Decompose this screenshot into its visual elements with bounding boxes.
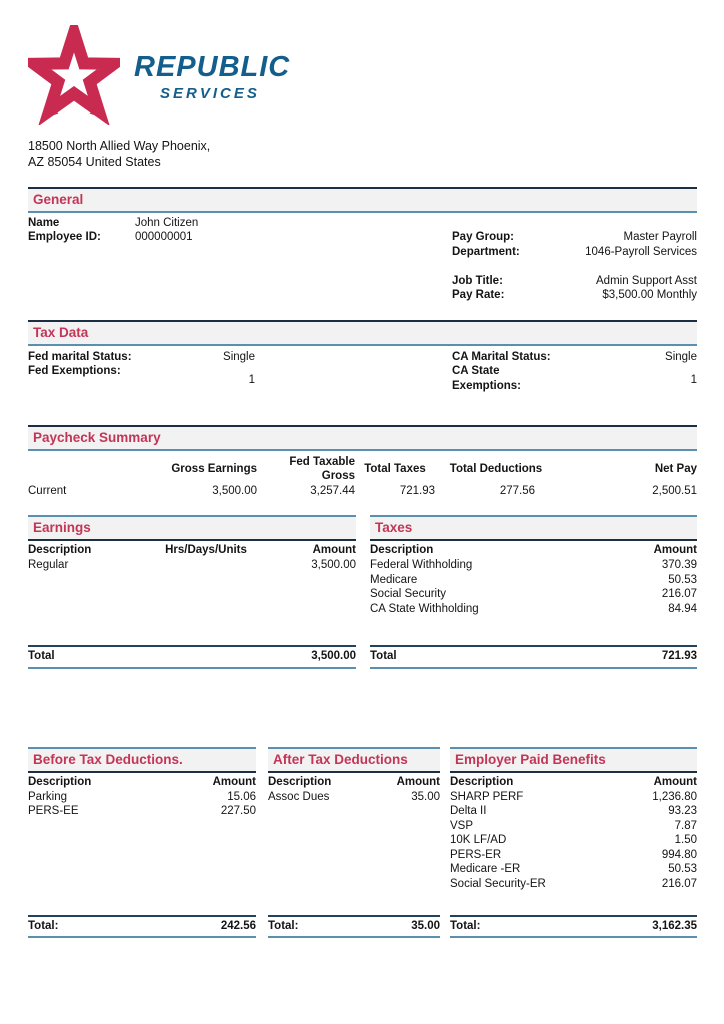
name-label: Name [28,216,60,229]
deduction-description: Parking [28,790,67,803]
earnings-column-header [28,541,356,557]
taxes-column-header [370,541,697,557]
fed-marital-row [28,350,255,365]
benefit-description: 10K LF/AD [450,834,507,847]
general-section [28,216,697,312]
employer-benefit-row [450,877,697,892]
employer-col-description: Description [450,775,514,788]
earnings-total-row [28,645,356,668]
employer-benefits-section-title: Employer Paid Benefits [450,747,697,773]
after-tax-col-description: Description [268,775,332,788]
taxes-row [370,558,697,573]
earnings-taxes-row [28,515,697,669]
benefit-amount: 50.53 [668,863,697,876]
address-line-2: AZ 85054 United States [28,155,161,169]
taxes-col-amount: Amount [653,543,697,556]
ca-exemptions-label: CA State Exemptions: [452,365,522,392]
after-tax-row [268,790,440,805]
after-tax-total-amount: 35.00 [411,919,440,932]
deduction-amount: 227.50 [220,805,256,818]
tax-data-section-title: Tax Data [28,320,697,346]
summary-header-total-deductions: Total Deductions [449,462,543,475]
summary-total-taxes-value: 721.93 [399,484,435,497]
taxes-rows [370,557,697,645]
tax-right-column [452,350,697,422]
paycheck-summary-current-row [28,484,697,498]
after-tax-rows [268,789,440,915]
employer-benefits-rows [450,789,697,915]
department-row [452,245,697,260]
fed-marital-value: Single [223,350,255,363]
employer-benefits-column-header [450,773,697,789]
pay-group-label: Pay Group: [452,231,514,244]
employer-benefit-row [450,790,697,805]
general-right-column [452,216,697,312]
employer-benefit-row [450,819,697,834]
deductions-benefits-row [28,747,697,939]
tax-left-column [28,350,255,422]
benefit-amount: 1.50 [674,834,697,847]
general-left-column [28,216,368,312]
employer-col-amount: Amount [653,775,697,788]
name-row [28,216,368,231]
earnings-total-amount: 3,500.00 [311,650,356,663]
summary-total-deductions-value: 277.56 [499,484,535,497]
taxes-row [370,602,697,617]
deduction-amount: 15.06 [227,790,256,803]
employer-benefit-row [450,833,697,848]
pay-group-value: Master Payroll [623,231,697,244]
taxes-col-description: Description [370,543,434,556]
taxes-row [370,587,697,602]
benefit-description: Medicare -ER [450,863,521,876]
benefit-description: PERS-ER [450,848,502,861]
general-section-title: General [28,187,697,213]
taxes-total-amount: 721.93 [661,650,697,663]
job-title-label: Job Title: [452,274,503,287]
pay-rate-label: Pay Rate: [452,289,505,302]
after-tax-column-header [268,773,440,789]
department-label: Department: [452,245,520,258]
fed-exemptions-label: Fed Exemptions: [28,365,121,378]
summary-header-net-pay: Net Pay [654,462,697,475]
tax-row-description: Social Security [370,588,447,601]
earnings-row-description: Regular [28,559,69,572]
after-tax-deductions-table [268,747,440,939]
benefit-description: Social Security-ER [450,877,546,890]
company-header [28,25,697,125]
tax-row-amount: 370.39 [661,559,697,572]
before-tax-total-label: Total: [28,919,59,932]
earnings-col-description: Description [28,543,92,556]
ca-marital-label: CA Marital Status: [452,350,551,363]
ca-marital-value: Single [665,350,697,363]
before-tax-total-row [28,915,256,938]
employer-benefit-row [450,848,697,863]
employer-total-label: Total: [450,919,481,932]
after-tax-total-label: Total: [268,919,299,932]
after-tax-section-title: After Tax Deductions [268,747,440,773]
after-tax-col-amount: Amount [396,775,440,788]
paycheck-summary-header-row [28,455,697,484]
tax-row-amount: 216.07 [661,588,697,601]
deduction-amount: 35.00 [411,790,440,803]
earnings-table [28,515,356,669]
benefit-amount: 1,236.80 [652,790,697,803]
fed-marital-label: Fed marital Status: [28,350,132,363]
benefit-amount: 216.07 [661,877,697,890]
tax-row-description: Medicare [370,573,418,586]
tax-row-amount: 84.94 [668,602,697,615]
name-value: John Citizen [135,216,199,229]
before-tax-rows [28,789,256,915]
department-value: 1046-Payroll Services [585,245,697,258]
tax-row-description: Federal Withholding [370,559,473,572]
company-name-secondary: SERVICES [160,85,260,102]
taxes-total-label: Total [370,650,397,663]
fed-exemptions-row [28,364,255,387]
benefit-description: Delta II [450,805,487,818]
earnings-row-hrs [146,558,266,573]
benefit-amount: 994.80 [661,848,697,861]
employer-benefit-row [450,862,697,877]
benefit-description: VSP [450,819,474,832]
employee-id-row [28,230,368,245]
before-tax-column-header [28,773,256,789]
tax-data-section [28,350,697,422]
ca-marital-row [452,350,697,365]
employee-id-value: 000000001 [135,231,193,244]
taxes-table [370,515,697,669]
before-tax-col-description: Description [28,775,92,788]
before-tax-col-amount: Amount [212,775,256,788]
summary-row-label: Current [28,484,67,497]
ca-exemptions-row [452,364,697,393]
ca-exemptions-value: 1 [690,374,697,387]
job-title-value: Admin Support Asst [596,274,697,287]
company-name [134,53,290,101]
before-tax-deductions-table [28,747,256,939]
deduction-description: Assoc Dues [268,790,330,803]
benefit-description: SHARP PERF [450,790,524,803]
summary-gross-earnings-value: 3,500.00 [212,484,257,497]
before-tax-section-title: Before Tax Deductions. [28,747,256,773]
employer-benefits-total-row [450,915,697,938]
earnings-rows [28,557,356,645]
tax-row-amount: 50.53 [668,573,697,586]
summary-net-pay-value: 2,500.51 [652,484,697,497]
summary-fed-taxable-gross-value: 3,257.44 [310,484,355,497]
fed-exemptions-value: 1 [248,374,255,387]
deduction-description: PERS-EE [28,805,79,818]
employer-benefit-row [450,804,697,819]
summary-header-total-taxes: Total Taxes [364,462,426,475]
after-tax-total-row [268,915,440,938]
pay-rate-value: $3,500.00 Monthly [602,289,697,302]
pay-rate-row [452,288,697,303]
before-tax-row [28,790,256,805]
taxes-section-title: Taxes [370,515,697,541]
employer-total-amount: 3,162.35 [652,919,697,932]
job-title-row [452,274,697,289]
employer-paid-benefits-table [450,747,697,939]
company-address [28,138,697,170]
before-tax-row [28,804,256,819]
pay-group-row [452,230,697,245]
benefit-amount: 7.87 [674,819,697,832]
employee-id-label: Employee ID: [28,231,101,244]
earnings-total-label: Total [28,650,55,663]
before-tax-total-amount: 242.56 [220,919,256,932]
taxes-total-row [370,645,697,668]
summary-header-fed-taxable-gross: Fed Taxable Gross [289,455,355,483]
company-name-primary: REPUBLIC [134,51,291,83]
benefit-amount: 93.23 [668,805,697,818]
earnings-col-hrs: Hrs/Days/Units [165,543,247,556]
summary-header-gross-earnings: Gross Earnings [171,462,257,475]
republic-star-icon [28,25,120,125]
earnings-row [28,558,356,573]
paycheck-summary-section-title: Paycheck Summary [28,425,697,451]
taxes-row [370,573,697,588]
earnings-section-title: Earnings [28,515,356,541]
tax-row-description: CA State Withholding [370,602,479,615]
earnings-col-amount: Amount [312,543,356,556]
earnings-row-amount: 3,500.00 [311,559,356,572]
address-line-1: 18500 North Allied Way Phoenix, [28,139,211,153]
